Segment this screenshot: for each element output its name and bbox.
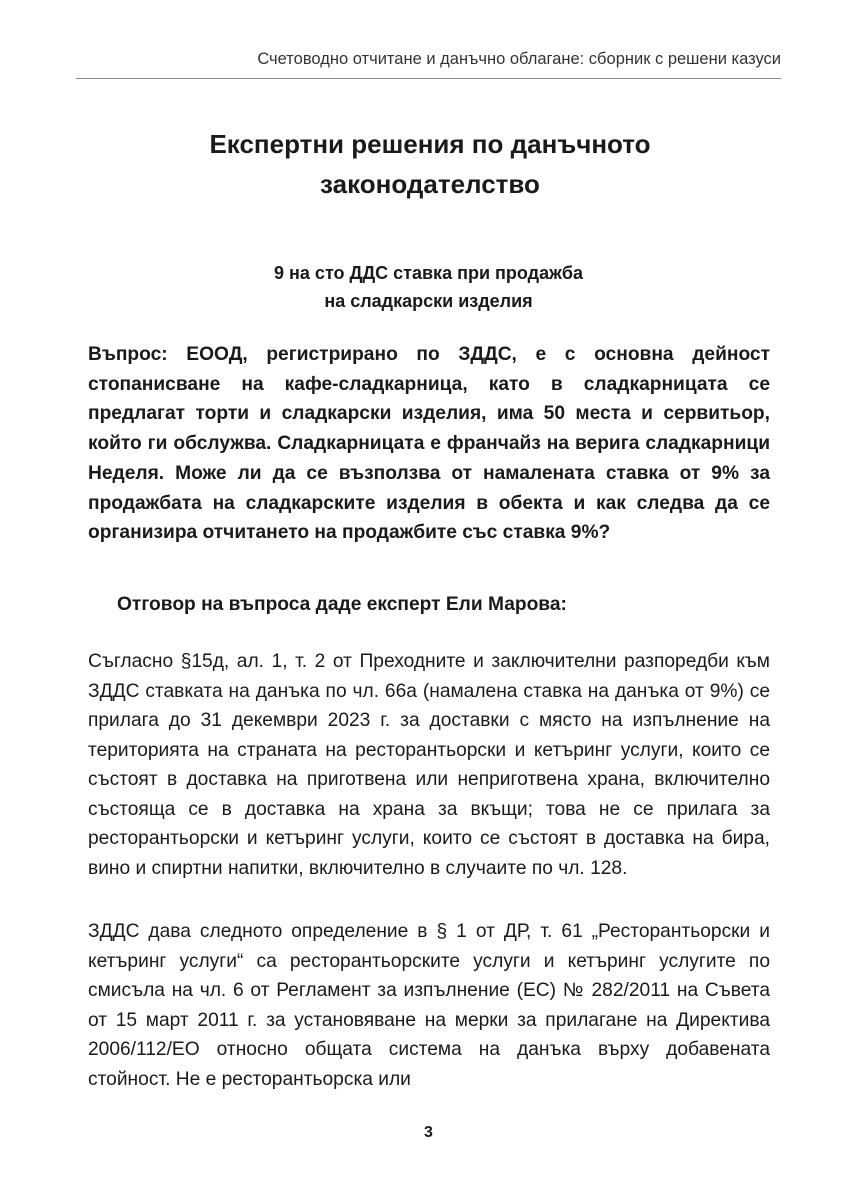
section-title <box>150 259 707 315</box>
body-paragraph-2: ЗДДС дава следното определение в § 1 от ДР, т. 61 „Ресторантьорски и кетъринг услуги“ са ресторантьорските услуги и кетъринг услугите по смисъла на чл. 6 от Регламент за изпълнение (ЕС) № 282/2011 на Съвета от 15 март 2011 г. за установяване на мерки за прилагане на Директива 2006/112/ЕО относно общата система на данъка върху добавената стойност. Не е ресторантьорска или <box>88 921 770 1090</box>
answer-attribution: Отговор на въпроса даде експерт Ели Марова: <box>117 594 567 615</box>
running-header-title: Счетоводно отчитане и данъчно облагане: сборник с решени казуси <box>257 50 781 68</box>
page-title <box>120 124 740 204</box>
question-paragraph: Въпрос: ЕООД, регистрирано по ЗДДС, е с основна дейност стопанисване на кафе-сладкарница, като в сладкарницата се предлагат торти и сладкарски изделия, има 50 места и сервитьор, който ги обслужва. Сладкарницата е франчайз на верига сладкарници Неделя. Може ли да се възползва от намалената ставка от 9% за продажбата на сладкарските изделия в обекта и как следва да се организира отчитането на продажбите със ставка 9%? <box>88 344 770 544</box>
section-title-line-1: 9 на сто ДДС ставка при продажба <box>274 263 583 283</box>
page-title-line-2: законодателство <box>320 169 540 199</box>
page-title-line-1: Експертни решения по данъчното <box>209 129 651 159</box>
body-paragraph-1: Съгласно §15д, ал. 1, т. 2 от Преходните и заключителни разпоредби към ЗДДС ставката на данъка по чл. 66а (намалена ставка на данъка от 9%) се прилага до 31 декември 2023 г. за доставки с място на изпълнение на територията на страната на ресторантьорски и кетъринг услуги, които се състоят в доставка на приготвена или неприготвена храна, включително състояща се в доставка на храна за вкъщи; това не се прилага за ресторантьорски и кетъринг услуги, които се състоят в доставка на бира, вино и спиртни напитки, включително в случаите по чл. 128. <box>88 651 770 879</box>
header-divider <box>76 78 781 79</box>
page-number: 3 <box>424 1124 433 1141</box>
section-title-line-2: на сладкарски изделия <box>324 291 533 311</box>
